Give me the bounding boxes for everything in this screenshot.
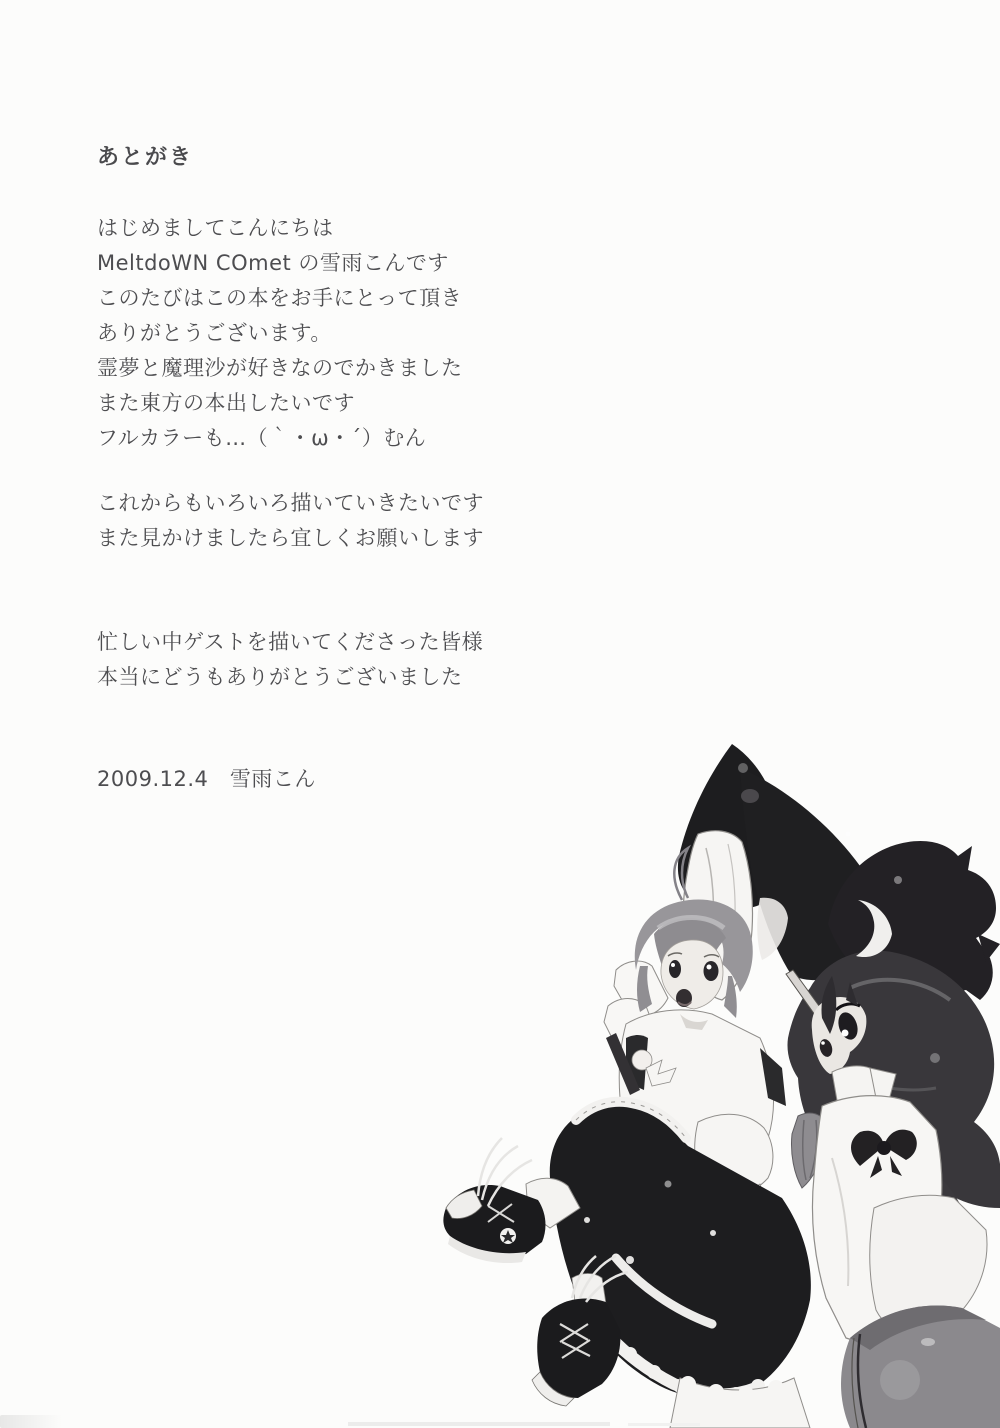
afterword-title: あとがき [97, 145, 194, 170]
afterword-paragraph-3 [97, 625, 483, 695]
afterword-line: ありがとうございます。 [97, 321, 332, 345]
afterword-line: また東方の本出したいです [97, 391, 355, 415]
afterword-paragraph-1 [97, 211, 463, 456]
afterword-line: はじめましてこんにちは [97, 216, 334, 240]
left-girl-eye [704, 961, 719, 981]
afterword-line: 霊夢と魔理沙が好きなのでかきました [97, 356, 463, 380]
afterword-line: 本当にどうもありがとうございました [97, 665, 463, 689]
afterword-line: フルカラーも…（｀・ω・´）むん [97, 426, 427, 450]
illustration-reimu-and-marisa [430, 738, 1000, 1428]
afterword-line: 忙しい中ゲストを描いてくださった皆様 [97, 630, 484, 654]
afterword-paragraph-2 [97, 486, 484, 556]
scan-smudge [0, 1415, 62, 1428]
afterword-line: MeltdoWN COmet の雪雨こんです [97, 251, 449, 275]
left-girl-eye [669, 960, 681, 978]
afterword-date: 2009.12.4 雪雨こん [97, 767, 316, 791]
afterword-line: このたびはこの本をお手にとって頂き [97, 286, 463, 310]
afterword-line: これからもいろいろ描いていきたいです [97, 491, 484, 515]
afterword-line: また見かけましたら宜しくお願いします [97, 526, 484, 550]
